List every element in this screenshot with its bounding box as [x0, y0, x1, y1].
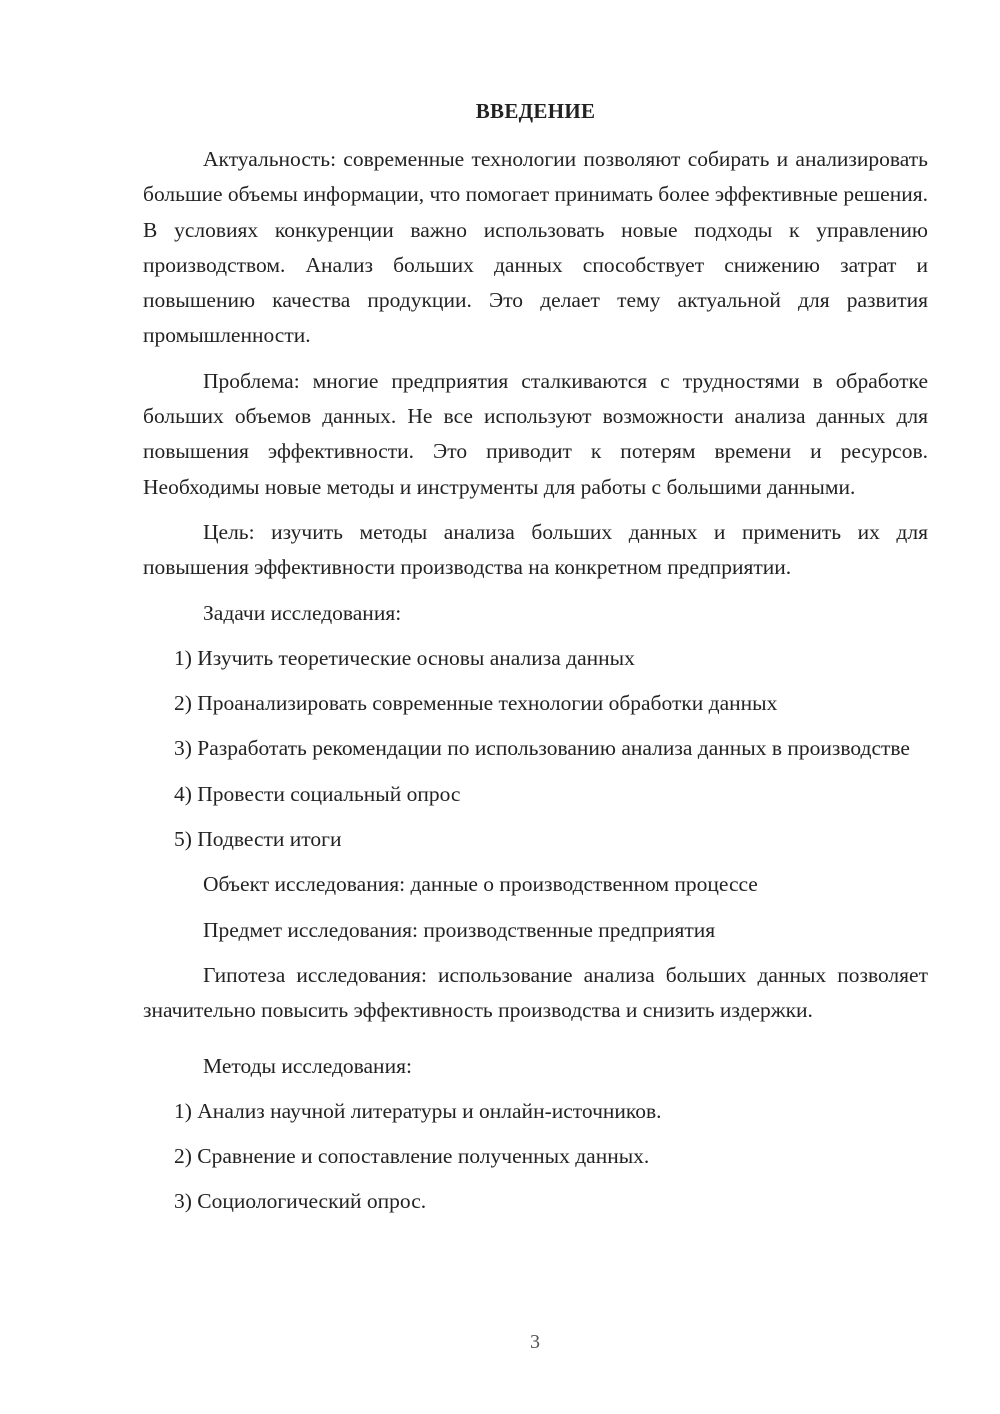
- page-number: 3: [530, 1331, 540, 1353]
- goal-paragraph: Цель: изучить методы анализа больших данных и применить их для повышения эффективности производства на конкретном предприятии.: [143, 519, 928, 580]
- hypothesis-paragraph: Гипотеза исследования: использование анализа больших данных позволяет значительно повысить эффективность производства и снизить издержки.: [143, 962, 928, 1023]
- problem-paragraph: Проблема: многие предприятия сталкиваются с трудностями в обработке больших объемов данных. Не все используют возможности анализа данных для повышения эффективности. Это приводит к потерям времени и ресурсов. Необходимы новые методы и инструменты для работы с большими данными.: [143, 368, 928, 499]
- task-item-3: 3) Разработать рекомендации по использованию анализа данных в производстве: [174, 736, 910, 761]
- task-item-2: 2) Проанализировать современные технологии обработки данных: [174, 691, 778, 716]
- task-item-5: 5) Подвести итоги: [174, 827, 342, 852]
- methods-heading: Методы исследования:: [203, 1053, 412, 1078]
- document-page: [143, 94, 928, 1220]
- relevance-paragraph: Актуальность: современные технологии позволяют собирать и анализировать большие объемы информации, что помогает принимать более эффективные решения. В условиях конкуренции важно использовать новые подходы к управлению производством. Анализ больших данных способствует снижению затрат и повышению качества продукции. Это делает тему актуальной для развития промышленности.: [143, 147, 928, 348]
- section-title: ВВЕДЕНИЕ: [475, 99, 596, 123]
- subject-paragraph: Предмет исследования: производственные предприятия: [203, 917, 716, 942]
- task-item-1: 1) Изучить теоретические основы анализа данных: [174, 645, 635, 670]
- method-item-1: 1) Анализ научной литературы и онлайн-источников.: [174, 1098, 662, 1123]
- method-item-2: 2) Сравнение и сопоставление полученных данных.: [174, 1144, 650, 1169]
- object-paragraph: Объект исследования: данные о производственном процессе: [203, 872, 758, 897]
- method-item-3: 3) Социологический опрос.: [174, 1189, 427, 1214]
- tasks-heading: Задачи исследования:: [203, 600, 402, 625]
- task-item-4: 4) Провести социальный опрос: [174, 781, 461, 806]
